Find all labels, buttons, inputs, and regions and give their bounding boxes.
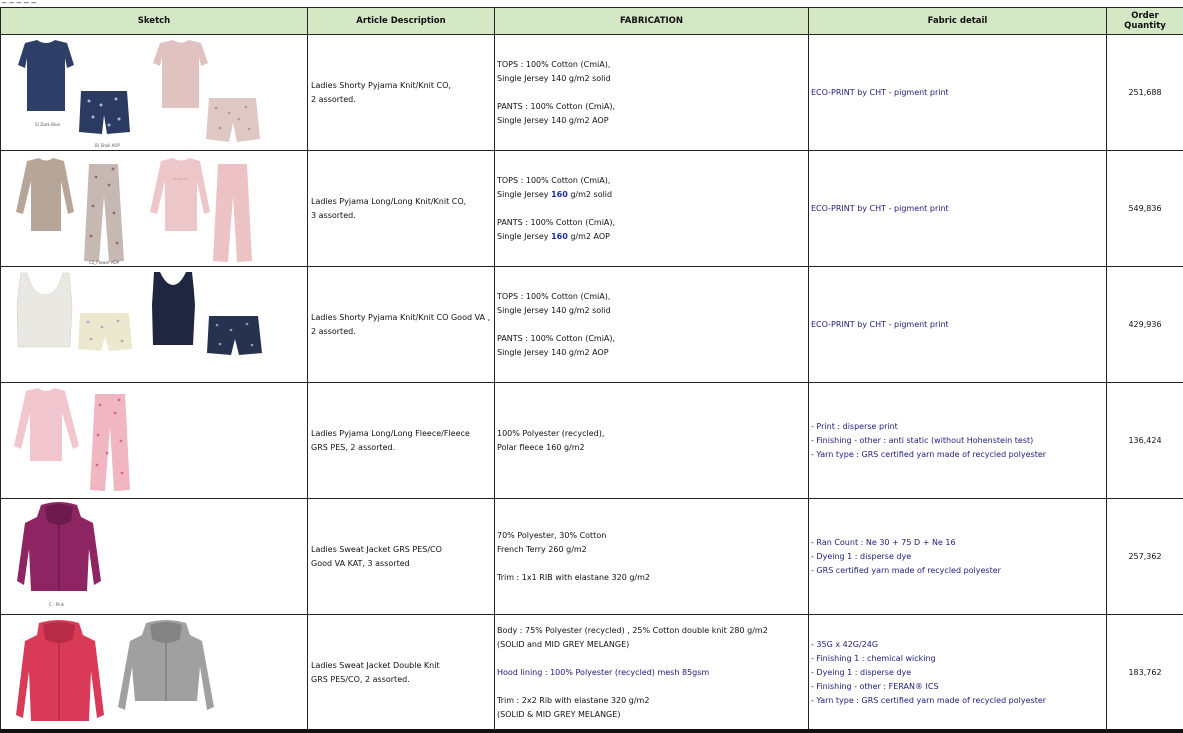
sketch-sweat-jacket-double-knit [1,615,307,730]
fabrication-line: TOPS : 100% Cotton (CmiA), [497,175,611,185]
fabrication-line: Body : 75% Polyester (recycled) , 25% Cotton double knit 280 g/m2 [497,625,768,635]
fabrication-cell [495,615,809,731]
fabrication-line: Single Jersey 140 g/m2 AOP [497,115,609,125]
fabric-weight-highlight: 160 [551,231,568,241]
fabric-detail-cell [809,615,1107,731]
fabric-detail-line: - Ran Count : Ne 30 + 75 D + Ne 16 [811,537,956,547]
fabrication-cell [495,35,809,151]
fabric-detail-line: ECO-PRINT by CHT - pigment print [811,87,949,97]
article-line: Ladies Shorty Pyjama Knit/Knit CO Good VA , [311,312,491,322]
fabrication-line: TOPS : 100% Cotton (CmiA), [497,59,611,69]
article-line: Ladies Sweat Jacket GRS PES/CO [311,544,442,554]
article-line: Ladies Pyjama Long/Long Fleece/Fleece [311,428,470,438]
article-line: 2 assorted. [311,326,356,336]
fabric-detail-line: - Finishing - other : FERAN® ICS [811,681,939,691]
sketch-shorty-pyjama [1,35,307,150]
fabric-detail-line: - GRS certified yarn made of recycled polyester [811,565,1001,575]
fabric-detail-line: - Yarn type : GRS certified yarn made of recycled polyester [811,449,1047,459]
order-quantity-cell: 429,936 [1107,267,1183,383]
fabrication-text: g/m2 solid [567,189,613,199]
fabric-detail-line: - Print : disperse print [811,421,898,431]
table-row [1,35,1183,151]
sketch-cell [1,383,308,499]
article-line: GRS PES, 2 assorted. [311,442,396,452]
article-line: GRS PES/CO, 2 assorted. [311,674,410,684]
fabrication-line [497,188,808,202]
sheet-bottom-border [0,729,1183,733]
fabrication-line: TOPS : 100% Cotton (CmiA), [497,291,611,301]
sketch-cell [1,151,308,267]
fabrication-line: PANTS : 100% Cotton (CmiA), [497,333,616,343]
fabrication-line: Trim : 1x1 RIB with elastane 320 g/m2 [497,572,650,582]
fabrication-line: 100% Polyester (recycled), [497,428,605,438]
header-fabric-detail: Fabric detail [809,8,1107,35]
article-description-cell [308,615,495,731]
sketch-cell [1,499,308,615]
fabric-detail-cell [809,267,1107,383]
order-quantity-cell: 251,688 [1107,35,1183,151]
fabric-detail-cell [809,35,1107,151]
fabrication-line: (SOLID and MID GREY MELANGE) [497,639,630,649]
fabric-detail-line: - 35G x 42G/24G [811,639,879,649]
sketch-caption: S) Dark Blue [35,122,60,127]
fabric-detail-cell [809,383,1107,499]
article-description-cell [308,383,495,499]
fabrication-line [497,230,808,244]
fabric-detail-cell [809,499,1107,615]
fabrication-text: Single Jersey [497,231,552,241]
fabrication-cell [495,267,809,383]
sketch-cell [1,615,308,731]
sketch-caption: C2_Flower AOP [89,260,120,265]
fabrication-text: Single Jersey [497,189,552,199]
fabric-detail-cell [809,151,1107,267]
order-quantity-cell: 183,762 [1107,615,1183,731]
sheet-title [2,0,36,4]
fabrication-line: Polar fleece 160 g/m2 [497,442,585,452]
fabric-detail-line: - Dyeing 1 : disperse dye [811,667,912,677]
sketch-sweat-jacket-pink [1,499,307,614]
article-line: 2 assorted. [311,94,356,104]
table-row [1,499,1183,615]
fabrication-line: PANTS : 100% Cotton (CmiA), [497,101,616,111]
order-quantity-cell: 257,362 [1107,499,1183,615]
svg-text:~~~: ~~~ [173,176,189,183]
article-description-cell [308,267,495,383]
order-quantity-cell: 549,836 [1107,151,1183,267]
sketch-cell [1,35,308,151]
fabrication-line: Hood lining : 100% Polyester (recycled) mesh 85gsm [497,667,710,677]
sketch-shorty-tank-pyjama [1,267,307,382]
article-line: Ladies Shorty Pyjama Knit/Knit CO, [311,80,451,90]
fabrication-line: Single Jersey 140 g/m2 solid [497,305,611,315]
sketch-caption: C - Pink [49,602,65,607]
order-quantity-cell: 136,424 [1107,383,1183,499]
article-description-cell [308,35,495,151]
fabric-detail-line: - Dyeing 1 : disperse dye [811,551,912,561]
fabrication-cell [495,151,809,267]
fabrication-line: Trim : 2x2 Rib with elastane 320 g/m2 [497,695,650,705]
fabrication-line: Single Jersey 140 g/m2 solid [497,73,611,83]
fabric-weight-highlight: 160 [551,189,568,199]
fabrication-text: g/m2 AOP [567,231,610,241]
header-order-quantity [1107,8,1183,35]
sketch-fleece-pyjama [1,383,307,498]
fabrication-line: (SOLID & MID GREY MELANGE) [497,709,621,719]
header-qty-line2: Quantity [1124,21,1166,31]
header-article-description: Article Description [308,8,495,35]
fabrication-line: 70% Polyester, 30% Cotton [497,530,607,540]
article-line: Ladies Sweat Jacket Double Knit [311,660,440,670]
product-order-table [0,7,1183,731]
fabric-detail-line: - Finishing 1 : chemical wicking [811,653,936,663]
table-row [1,151,1183,267]
sheet-top-strip [0,0,1183,7]
fabrication-cell [495,499,809,615]
article-line: Ladies Pyjama Long/Long Knit/Knit CO, [311,196,467,206]
fabrication-line: PANTS : 100% Cotton (CmiA), [497,217,616,227]
article-description-cell [308,499,495,615]
fabrication-cell [495,383,809,499]
table-row [1,383,1183,499]
header-row [1,8,1183,35]
article-line: 3 assorted. [311,210,356,220]
sketch-cell [1,267,308,383]
fabrication-line: Single Jersey 140 g/m2 AOP [497,347,609,357]
fabrication-line: French Terry 260 g/m2 [497,544,587,554]
header-qty-line1: Order [1131,11,1159,21]
fabric-detail-line: - Finishing - other : anti static (without Hohenstein test) [811,435,1034,445]
fabric-detail-line: ECO-PRINT by CHT - pigment print [811,319,949,329]
fabric-detail-line: - Yarn type : GRS certified yarn made of recycled polyester [811,695,1047,705]
table-row [1,267,1183,383]
sketch-caption: B) Shell AOP [95,143,120,148]
fabric-detail-line: ECO-PRINT by CHT - pigment print [811,203,949,213]
table-row [1,615,1183,731]
header-sketch: Sketch [1,8,308,35]
sketch-long-pyjama [1,151,307,266]
article-description-cell [308,151,495,267]
article-line: Good VA KAT, 3 assorted [311,558,410,568]
header-fabrication: FABRICATION [495,8,809,35]
